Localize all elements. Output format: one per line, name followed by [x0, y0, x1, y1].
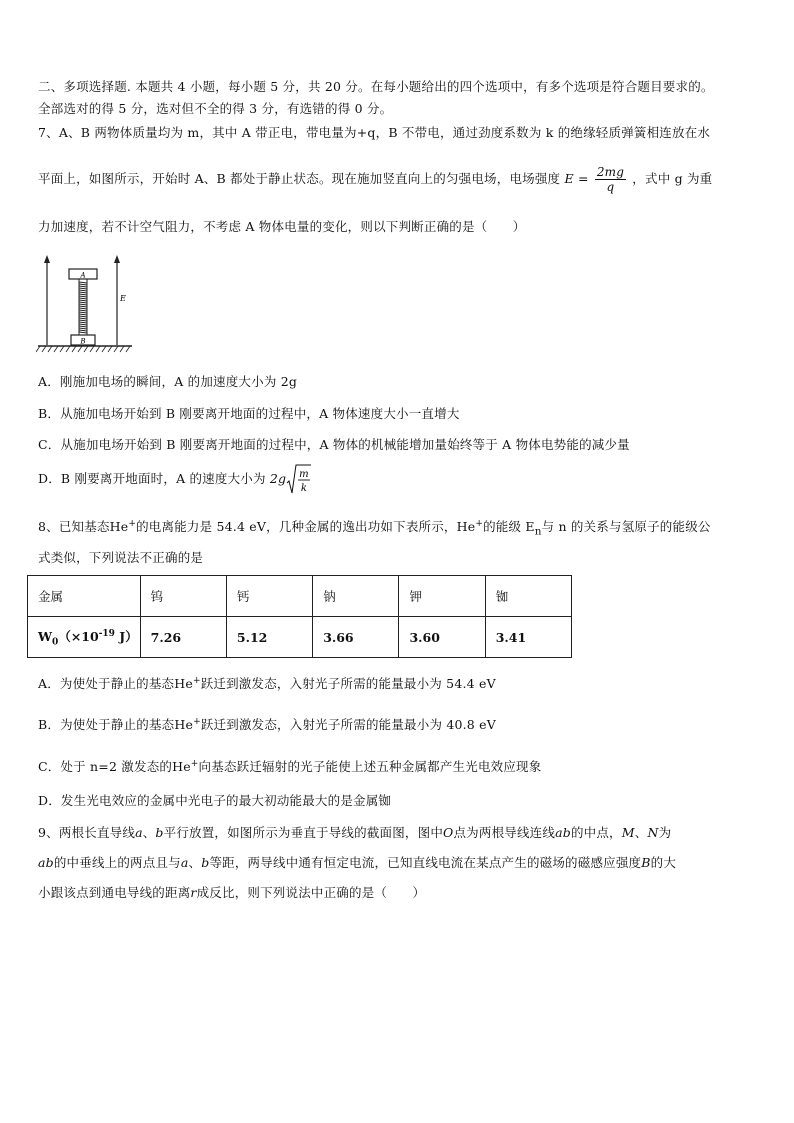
- table-cell: 7.26: [140, 617, 226, 658]
- q8-line1-sub: n: [534, 525, 542, 538]
- q7-option-d-num: m: [299, 468, 310, 480]
- q7-spring-figure: [36, 253, 136, 355]
- q7-option-d-coef: 2g: [269, 471, 287, 486]
- q7-formula-lhs: E =: [564, 171, 589, 186]
- q7-option-d-sqrt: [286, 462, 312, 497]
- table-header-row: [28, 576, 572, 617]
- table-header-cell: 钙: [226, 576, 312, 617]
- work-function-table: [27, 575, 572, 658]
- field-e-label: E: [120, 294, 126, 303]
- q8-line1-a: 8、已知基态: [38, 519, 110, 535]
- q8-option-a: A．为使处于静止的基态He+跃迁到激发态，入射光子所需的能量最小为 54.4 eV: [38, 676, 496, 692]
- spring: [79, 279, 87, 335]
- table-header-cell: 钨: [140, 576, 226, 617]
- question-8-line-1: [38, 513, 760, 543]
- q8-line1-d: 与 n 的关系与氢原子的能级公: [541, 519, 711, 535]
- question-7-line-1: 7、A、B 两物体质量均为 m，其中 A 带正电，带电量为+q，B 不带电，通过劲度系数为 k 的绝缘轻质弹簧相连放在水: [38, 125, 711, 140]
- q8-line1-b: 的电离能力是 54.4 eV，几种金属的逸出功如下表所示，: [136, 519, 457, 535]
- q8-option-d: D．发生光电效应的金属中光电子的最大初动能最大的是金属铷: [38, 793, 392, 808]
- table-header-cell: 钠: [313, 576, 399, 617]
- table-header-cell: 钾: [399, 576, 485, 617]
- q7-formula-fraction: [595, 165, 626, 194]
- block-a-label: A: [80, 271, 86, 280]
- he-ion: He+: [109, 519, 137, 535]
- q7-option-c: C．从施加电场开始到 B 刚要离开地面的过程中，A 物体的机械能增加量始终等于 A 物体电势能的减少量: [38, 437, 630, 452]
- q7-option-d: [38, 462, 760, 497]
- table-row-label: $W_0(\times 10^{-19}$ J）: [28, 617, 141, 658]
- table-header-cell: 铷: [485, 576, 571, 617]
- block-b-label: B: [80, 337, 86, 346]
- table-header-cell: 金属: [28, 576, 141, 617]
- section-line-1: 二、多项选择题. 本题共 4 小题，每小题 5 分，共 20 分。在每小题给出的四个选项中，有多个选项是符合题目要求的。: [38, 79, 714, 94]
- q7-option-d-text: D．B 刚要离开地面时，A 的速度大小为: [38, 471, 266, 486]
- table-row: [28, 617, 572, 658]
- q8-line1-c: 的能级 E: [483, 519, 535, 535]
- question-9-line-3: 小跟该点到通电导线的距离r成反比，则下列说法中正确的是（ ）: [38, 885, 426, 900]
- section-line-2: 全部选对的得 5 分，选对但不全的得 3 分，有选错的得 0 分。: [38, 101, 393, 116]
- table-cell: 3.60: [399, 617, 485, 658]
- table-cell: 3.66: [313, 617, 399, 658]
- q8-option-b: B．为使处于静止的基态He+跃迁到激发态，入射光子所需的能量最小为 40.8 eV: [38, 717, 496, 733]
- q8-option-c: C．处于 n=2 激发态的He+向基态跃迁辐射的光子能使上述五种金属都产生光电效应现象: [38, 759, 542, 775]
- q7-line2-tail: ，式中 g 为重: [632, 171, 713, 186]
- he-ion-2: He+: [456, 519, 484, 535]
- question-7-line-3: 力加速度，若不计空气阻力，不考虑 A 物体电量的变化，则以下判断正确的是（ ）: [38, 219, 526, 234]
- table-cell: 3.41: [485, 617, 571, 658]
- question-9-line-2: ab的中垂线上的两点且与a、b等距，两导线中通有恒定电流，已知直线电流在某点产生的磁场的磁感应强度B的大: [38, 855, 677, 870]
- q7-line2-text: 平面上，如图所示，开始时 A、B 都处于静止状态。现在施加竖直向上的匀强电场，电场强度: [38, 171, 561, 186]
- q7-option-b: B．从施加电场开始到 B 刚要离开地面的过程中，A 物体速度大小一直增大: [38, 406, 460, 421]
- ground-hatch: [36, 346, 130, 352]
- q7-option-a: A．刚施加电场的瞬间，A 的加速度大小为 2g: [38, 374, 298, 389]
- section-header: [38, 76, 760, 120]
- question-8-line-2: 式类似，下列说法不正确的是: [38, 550, 204, 565]
- table-cell: 5.12: [226, 617, 312, 658]
- question-9-line-1: 9、两根长直导线a、b平行放置，如图所示为垂直于导线的截面图，图中O点为两根导线连线ab的中点，M、N为: [38, 825, 672, 840]
- q7-formula-num: 2mg: [596, 165, 625, 179]
- question-7-line-2: [38, 158, 760, 200]
- q7-option-d-den: k: [301, 482, 308, 494]
- q7-formula-den: q: [606, 180, 615, 194]
